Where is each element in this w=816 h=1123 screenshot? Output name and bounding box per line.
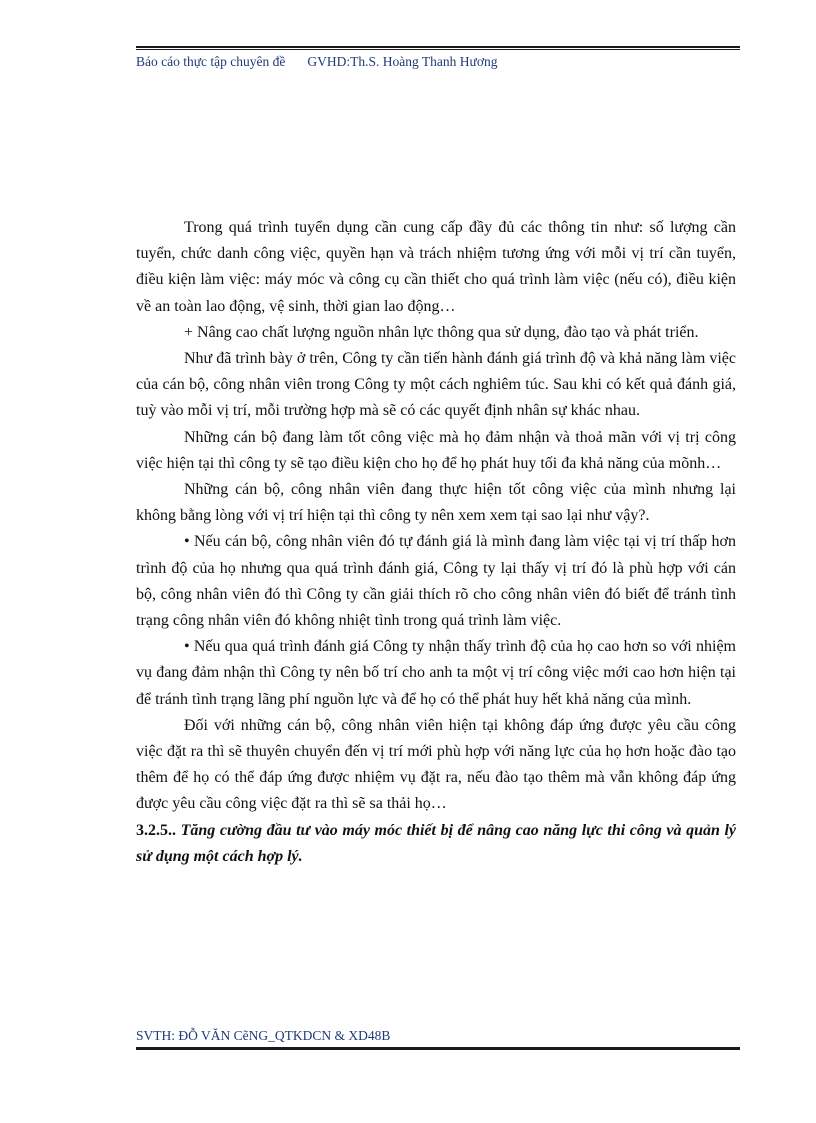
document-body (136, 215, 736, 870)
page-footer (136, 1028, 740, 1050)
paragraph-dissatisfied-staff: Những cán bộ, công nhân viên đang thực hiện tốt công việc của mình nhưng lại không bằng lòng với vị trí hiện tại thì công ty nên xem xem tại sao lại như vậy?. (136, 481, 736, 525)
supervisor-name: GVHD:Th.S. Hoàng Thanh Hương (307, 54, 498, 69)
header-text (136, 54, 740, 70)
header-rule-thick (136, 46, 740, 48)
page-header (136, 46, 740, 70)
section-heading (136, 818, 736, 870)
paragraph-underperformers: Đối với những cán bộ, công nhân viên hiện tại không đáp ứng được yêu cầu công việc đặt ra thì sẽ thuyên chuyển đến vị trí mới phù hợp với năng lực của họ hơn hoặc đào tạo thêm để họ có thể đáp ứng được nhiệm vụ đặt ra, nếu đào tạo thêm mà vẫn không đáp ứng được yêu cầu công việc đặt ra thì sẽ sa thải họ… (136, 716, 736, 813)
footer-rule (136, 1047, 740, 1050)
header-rule-thin (136, 49, 740, 50)
report-title: Báo cáo thực tập chuyên đề (136, 54, 286, 69)
bullet-overqualified: • Nếu qua quá trình đánh giá Công ty nhận thấy trình độ của họ cao hơn so với nhiệm vụ đang đảm nhận thì Công ty nên bố trí cho anh ta một vị trí công việc mới cao hơn hiện tại để tránh tình trạng lãng phí nguồn lực và để họ có thể phát huy hết khả năng của mình. (136, 638, 736, 708)
section-number: 3.2.5.. (136, 821, 176, 839)
section-title: Tăng cường đầu tư vào máy móc thiết bị để nâng cao năng lực thi công và quản lý sử dụng một cách hợp lý. (136, 821, 737, 865)
paragraph-quality-improvement: + Nâng cao chất lượng nguồn nhân lực thông qua sử dụng, đào tạo và phát triển. (184, 323, 699, 341)
bullet-self-assessment: • Nếu cán bộ, công nhân viên đó tự đánh giá là mình đang làm việc tại vị trí thấp hơn trình độ của họ nhưng qua quá trình đánh giá, Công ty lại thấy vị trí đó là phù hợp với cán bộ, công nhân viên đó thì Công ty cần giải thích rõ cho công nhân viên đó biết để tránh tình trạng công nhân viên đó không nhiệt tình trong quá trình làm việc. (136, 533, 736, 630)
paragraph-good-performers: Những cán bộ đang làm tốt công việc mà họ đảm nhận và thoả mãn với vị trị công việc hiện tại thì công ty sẽ tạo điều kiện cho họ để họ phát huy tối đa khả năng của mõnh… (136, 428, 736, 472)
student-info: SVTH: ĐỖ VĂN CẽNG_QTKDCN & XD48B (136, 1028, 391, 1043)
paragraph-evaluation: Như đã trình bày ở trên, Công ty cần tiến hành đánh giá trình độ và khả năng làm việc của cán bộ, công nhân viên trong Công ty một cách nghiêm túc. Sau khi có kết quả đánh giá, tuỳ vào mỗi vị trí, mỗi trường hợp mà sẽ có các quyết định nhân sự khác nhau. (136, 350, 736, 420)
paragraph-recruitment-info: Trong quá trình tuyển dụng cần cung cấp đầy đủ các thông tin như: số lượng cần tuyển, chức danh công việc, quyền hạn và trách nhiệm tương ứng với mỗi vị trí cần tuyển, điều kiện làm việc: máy móc và công cụ cần thiết cho quá trình làm việc (nếu có), điều kiện về an toàn lao động, vệ sinh, thời gian lao động… (136, 219, 736, 315)
